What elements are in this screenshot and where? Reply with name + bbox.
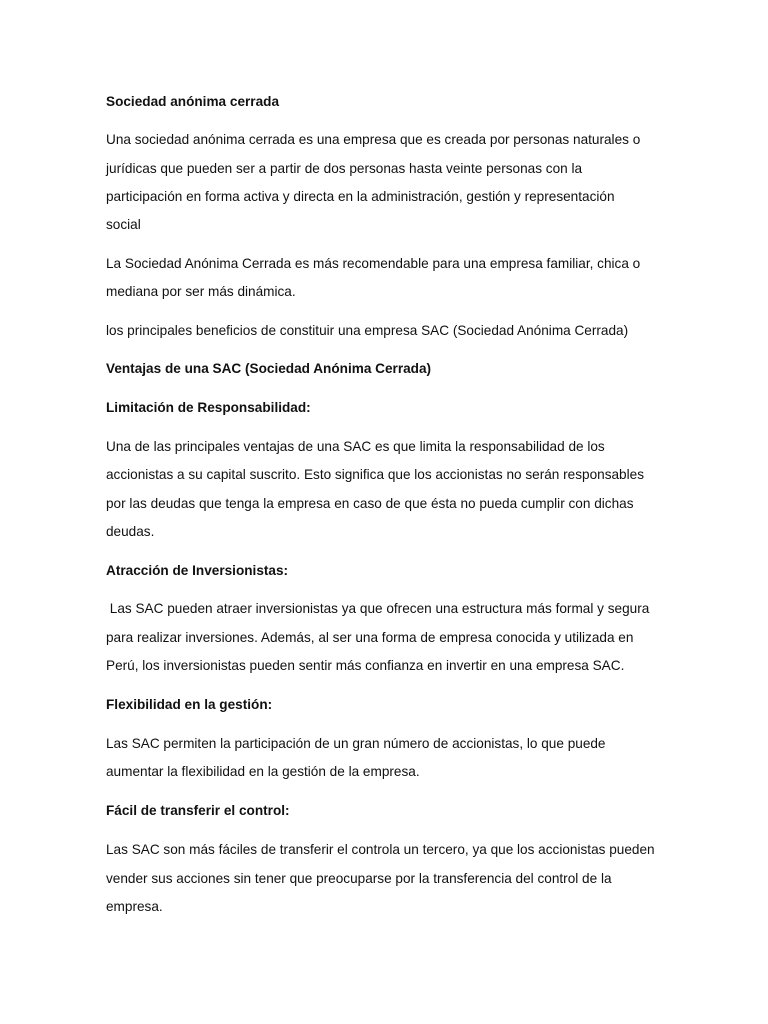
liability-line-4: deudas.	[106, 524, 155, 539]
section-heading-transfer: Fácil de transferir el control:	[106, 803, 290, 818]
benefits-intro: los principales beneficios de constituir una empresa SAC (Sociedad Anónima Cerrada)	[106, 323, 629, 338]
investors-line-1: Las SAC pueden atraer inversionistas ya que ofrecen una estructura más formal y segura	[106, 601, 650, 616]
liability-line-3: por las deudas que tenga la empresa en caso de que ésta no pueda cumplir con dichas	[106, 496, 634, 511]
transfer-line-3: empresa.	[106, 899, 163, 914]
section-heading-flexibility: Flexibilidad en la gestión:	[106, 697, 273, 712]
flexibility-line-1: Las SAC permiten la participación de un gran número de accionistas, lo que puede	[106, 736, 606, 751]
recommendation-line-2: mediana por ser más dinámica.	[106, 284, 296, 299]
investors-line-2: para realizar inversiones. Además, al ser una forma de empresa conocida y utilizada en	[106, 630, 634, 645]
intro-line-2: jurídicas que pueden ser a partir de dos personas hasta veinte personas con la	[106, 161, 583, 176]
section-heading-investors: Atracción de Inversionistas:	[106, 563, 289, 578]
intro-line-1: Una sociedad anónima cerrada es una empresa que es creada por personas naturales o	[106, 132, 641, 147]
recommendation-line-1: La Sociedad Anónima Cerrada es más recomendable para una empresa familiar, chica o	[106, 256, 641, 271]
liability-line-1: Una de las principales ventajas de una SAC es que limita la responsabilidad de los	[106, 439, 605, 454]
transfer-line-1: Las SAC son más fáciles de transferir el controla un tercero, ya que los accionistas pueden	[106, 842, 655, 857]
intro-line-3: participación en forma activa y directa en la administración, gestión y representación	[106, 189, 615, 204]
liability-line-2: accionistas a su capital suscrito. Esto significa que los accionistas no serán responsables	[106, 467, 644, 482]
flexibility-line-2: aumentar la flexibilidad en la gestión de la empresa.	[106, 764, 420, 779]
document-title: Sociedad anónima cerrada	[106, 94, 280, 109]
transfer-line-2: vender sus acciones sin tener que preocuparse por la transferencia del control de la	[106, 871, 612, 886]
advantages-heading: Ventajas de una SAC (Sociedad Anónima Cerrada)	[106, 361, 432, 376]
section-heading-liability: Limitación de Responsabilidad:	[106, 400, 311, 415]
investors-line-3: Perú, los inversionistas pueden sentir más confianza en invertir en una empresa SAC.	[106, 658, 625, 673]
intro-line-4: social	[106, 217, 141, 232]
